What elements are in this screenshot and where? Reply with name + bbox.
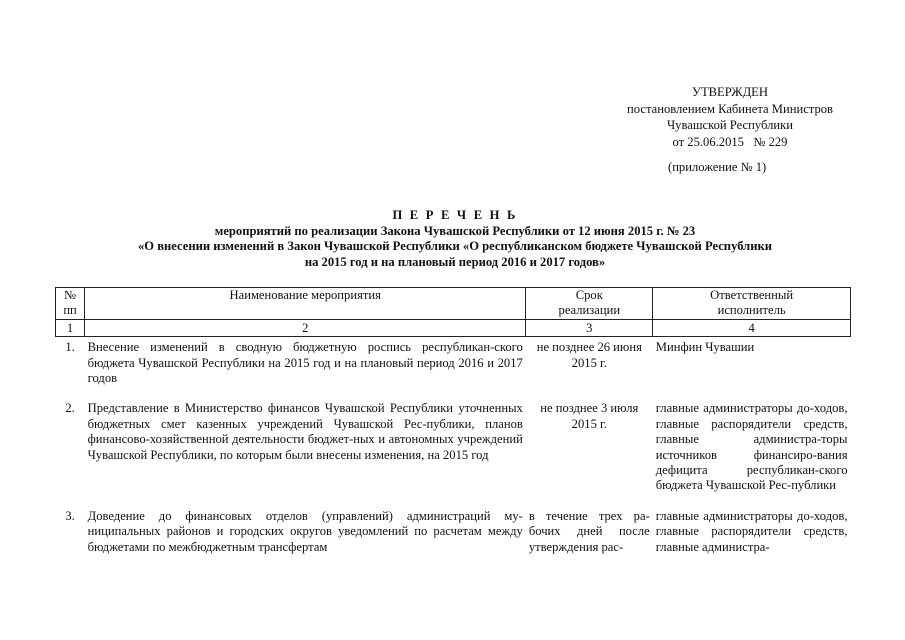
row-term: не позднее 26 июня 2015 г. [536,340,642,370]
header-term-text: реализации [558,303,621,318]
approval-stamp [610,84,850,150]
header-num-text: пп [63,303,77,318]
heading-line: мероприятий по реализации Закона Чувашской Республики от 12 июня 2015 г. № 23 [214,223,696,238]
row-responsible: главные администраторы до-ходов, главные распорядители средств, главные администра- [655,508,848,554]
table-row [56,337,851,387]
heading-line: «О внесении изменений в Закон Чувашской Республики «О республиканском бюджете Чувашской Республики [137,239,773,254]
document-title: П Е Р Е Ч Е Н Ь [392,208,518,222]
column-number: 1 [56,319,85,336]
row-measure: Доведение до финансовых отделов (управлений) администраций му-ниципальных районов и городских округов уведомлений по расчетам между бюджетами по межбюджетным трансфертам [87,508,523,554]
table-header-row [56,288,851,320]
header-term [526,288,653,320]
table-row [56,398,851,493]
table-row [56,506,851,555]
header-resp-text: исполнитель [717,303,786,318]
approval-line: постановлением Кабинета Министров [627,101,833,116]
header-name: Наименование мероприятия [85,288,526,320]
heading-line: на 2015 год и на плановый период 2016 и 2017 годов» [304,254,606,269]
header-resp-text: Ответственный [710,288,794,302]
document-heading [60,208,850,270]
header-term-text: Срок [575,288,603,302]
approval-line: УТВЕРЖДЕН [692,85,768,99]
row-measure: Внесение изменений в сводную бюджетную роспись республикан-ского бюджета Чувашской Республики на 2015 год и на плановый период 2016 и 2017 годов [87,340,523,386]
column-number: 2 [85,319,526,336]
row-measure: Представление в Министерство финансов Чувашской Республики уточненных бюджетных смет казенных учреждений Чувашской Рес-публики, планов финансово-хозяйственной деятельности бюджет-ных и автономных учреждений Чувашской Республики, по которым были внесены изменения, на 2015 год [87,401,523,462]
row-number: 3. [65,508,75,523]
row-responsible: Минфин Чувашии [655,340,755,355]
approval-line: Чувашской Республики [667,118,793,133]
row-number: 1. [65,340,75,355]
header-num [56,288,85,320]
column-number: 3 [526,319,653,336]
row-spacer [56,386,851,398]
row-term: в течение трех ра-бочих дней после утверждения рас- [528,508,650,554]
appendix-label: (приложение № 1) [668,160,767,174]
column-number-row [56,319,851,336]
row-responsible: главные администраторы до-ходов, главные распорядители средств, главные администра-торы источников финансиро-вания дефицита республикан-ского бюджета Чувашской Рес-публики [655,401,848,493]
row-spacer [56,494,851,506]
header-responsible [653,288,851,320]
row-number: 2. [65,401,75,416]
column-number: 4 [653,319,851,336]
row-term: не позднее 3 июля 2015 г. [540,401,639,431]
approval-line: от 25.06.2015 № 229 [672,134,788,149]
measures-table [55,287,851,555]
header-num-text: № [64,288,77,302]
